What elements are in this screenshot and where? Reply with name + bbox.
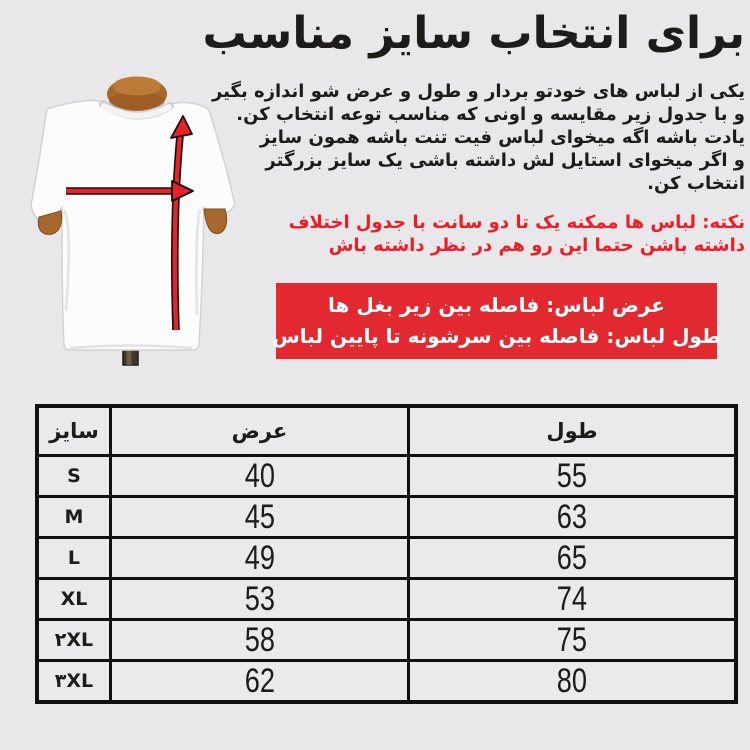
mannequin-neck [103, 77, 170, 116]
size-cell: ۳XL [37, 661, 110, 703]
table-row [37, 661, 736, 703]
table-row [37, 456, 736, 497]
legend-width-line: عرض لباس: فاصله بین زیر بغل ها [328, 293, 665, 317]
table-row [37, 497, 736, 538]
length-cell: 65 [408, 538, 736, 579]
instruction-line: یکی از لباس های خودتو بردار و طول و عرض شو اندازه بگیر [211, 81, 745, 102]
tshirt-svg [0, 60, 250, 370]
length-cell: 80 [408, 661, 736, 703]
note-line: نکته: لباس ها ممکنه یک تا دو سانت با جدول اختلاف [288, 212, 745, 233]
instruction-line: و با جدول زیر مقایسه و اونی که مناسب توعه انتخاب کن. [236, 104, 745, 125]
instruction-line: یادت باشه اگه میخوای لباس فیت تنت باشه همون سایز [259, 127, 745, 148]
width-cell: 53 [110, 579, 408, 620]
page-title: برای انتخاب سایز مناسب [202, 8, 745, 59]
tshirt-illustration [0, 60, 250, 370]
col-header-length: طول [408, 406, 736, 456]
size-cell: XL [37, 579, 110, 620]
table-row [37, 579, 736, 620]
size-table [35, 404, 738, 704]
measure-legend-box [272, 283, 721, 359]
width-cell: 49 [110, 538, 408, 579]
note-text [289, 211, 745, 257]
length-cell: 63 [408, 497, 736, 538]
col-header-width: عرض [110, 406, 408, 456]
length-cell: 55 [408, 456, 736, 497]
width-cell: 58 [110, 620, 408, 661]
col-header-size: سایز [37, 406, 110, 456]
length-cell: 75 [408, 620, 736, 661]
instruction-line: و اگر میخوای استایل لش داشته باشی یک سایز بزرگتر [265, 150, 745, 171]
size-cell: S [37, 456, 110, 497]
width-cell: 40 [110, 456, 408, 497]
legend-length-line: طول لباس: فاصله بین سرشونه تا پایین لباس [272, 324, 721, 348]
size-cell: L [37, 538, 110, 579]
table-header-row [37, 406, 736, 456]
note-line: داشته باشن حتما این رو هم در نظر داشته باش [328, 235, 745, 256]
size-cell: ۲XL [37, 620, 110, 661]
intro-text [212, 80, 745, 195]
instruction-line: انتخاب کن. [647, 173, 745, 194]
size-cell: M [37, 497, 110, 538]
width-cell: 62 [110, 661, 408, 703]
table-row [37, 538, 736, 579]
length-cell: 74 [408, 579, 736, 620]
width-cell: 45 [110, 497, 408, 538]
table-row [37, 620, 736, 661]
tshirt-shape [31, 101, 234, 350]
